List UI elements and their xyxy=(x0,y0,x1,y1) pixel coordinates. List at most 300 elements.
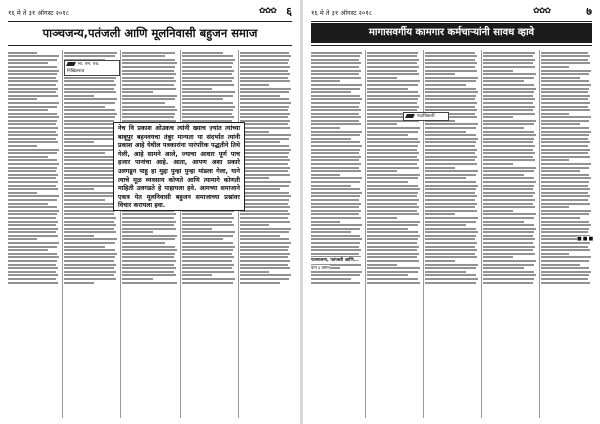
text-line xyxy=(240,66,290,68)
text-line xyxy=(541,174,589,176)
text-line xyxy=(541,242,590,244)
masthead-logo-icon: ✿✿✿ xyxy=(258,6,276,15)
text-line xyxy=(541,159,569,161)
text-line xyxy=(240,203,288,205)
text-line xyxy=(240,242,291,244)
text-line xyxy=(311,80,340,82)
text-line xyxy=(122,278,153,280)
text-line xyxy=(425,195,477,197)
text-line xyxy=(8,188,58,190)
text-line xyxy=(240,116,288,118)
text-line xyxy=(64,131,116,133)
text-line xyxy=(541,221,589,223)
text-line xyxy=(367,199,419,201)
text-line xyxy=(311,62,361,64)
text-line xyxy=(64,195,115,197)
text-line xyxy=(64,238,117,240)
text-line xyxy=(122,77,174,79)
text-line xyxy=(182,106,235,108)
text-line xyxy=(483,84,534,86)
text-line xyxy=(367,206,419,208)
text-line xyxy=(311,199,359,201)
text-line xyxy=(425,274,476,276)
text-line xyxy=(8,192,37,194)
text-line xyxy=(8,73,57,75)
text-line xyxy=(483,253,535,255)
text-line xyxy=(8,210,59,212)
text-line xyxy=(182,228,212,230)
text-line xyxy=(311,106,359,108)
right-column-1 xyxy=(311,50,363,418)
text-line xyxy=(311,123,361,125)
text-line xyxy=(367,59,419,61)
text-line xyxy=(240,221,290,223)
text-line xyxy=(483,231,534,233)
text-line xyxy=(182,278,235,280)
text-line xyxy=(64,282,94,284)
text-line xyxy=(425,73,455,75)
text-line xyxy=(541,167,589,169)
text-line xyxy=(64,77,116,79)
text-line xyxy=(541,271,591,273)
text-line xyxy=(182,62,233,64)
column-divider xyxy=(120,50,121,418)
text-line xyxy=(240,210,288,212)
text-line xyxy=(541,170,580,172)
text-line xyxy=(367,109,417,111)
text-line xyxy=(240,267,290,269)
left-headline: पाञ्चजन्य,पतंजली आणि मूलनिवासी बहुजन समाज xyxy=(42,26,258,40)
text-line xyxy=(425,238,475,240)
text-line xyxy=(182,260,232,262)
text-line xyxy=(541,253,569,255)
text-line xyxy=(311,127,340,129)
text-line xyxy=(64,163,115,165)
text-line xyxy=(182,271,234,273)
text-line xyxy=(367,134,408,136)
text-line xyxy=(541,134,589,136)
text-line xyxy=(425,134,476,136)
text-line xyxy=(367,278,418,280)
text-line xyxy=(240,106,289,108)
text-line xyxy=(182,231,235,233)
text-line xyxy=(311,120,359,122)
text-line xyxy=(425,235,476,237)
text-line xyxy=(122,106,175,108)
text-line xyxy=(541,282,590,284)
text-line xyxy=(425,271,466,273)
text-line xyxy=(8,242,59,244)
left-column-1 xyxy=(8,50,60,418)
text-line xyxy=(483,73,536,75)
text-line xyxy=(425,267,476,269)
text-line xyxy=(311,159,359,161)
text-line xyxy=(240,217,288,219)
text-line xyxy=(425,221,476,223)
text-line xyxy=(541,213,589,215)
text-line xyxy=(483,282,533,284)
text-line xyxy=(483,181,536,183)
text-line xyxy=(541,88,589,90)
text-line xyxy=(425,84,466,86)
left-byline-text: मा. एम. एच. निखिलराव xyxy=(67,62,100,74)
text-line xyxy=(311,274,360,276)
text-line xyxy=(311,109,361,111)
column-divider xyxy=(365,50,366,418)
text-line xyxy=(483,95,533,97)
text-line xyxy=(8,91,56,93)
text-line xyxy=(367,98,418,100)
text-line xyxy=(425,224,466,226)
text-line xyxy=(8,52,37,54)
text-line xyxy=(311,213,359,215)
text-line xyxy=(425,188,476,190)
text-line xyxy=(64,242,115,244)
text-line xyxy=(8,134,58,136)
text-line xyxy=(240,70,288,72)
text-line xyxy=(240,138,289,140)
text-line xyxy=(8,185,56,187)
text-line xyxy=(122,253,175,255)
text-line xyxy=(541,206,569,208)
text-line xyxy=(240,181,291,183)
text-line xyxy=(64,256,115,258)
text-line xyxy=(240,246,289,248)
text-line xyxy=(311,163,361,165)
text-line xyxy=(367,188,420,190)
text-line xyxy=(64,224,116,226)
text-line xyxy=(122,224,174,226)
text-line xyxy=(8,246,57,248)
text-line xyxy=(311,59,359,61)
text-line xyxy=(311,170,361,172)
left-column-3 xyxy=(122,50,178,418)
text-line xyxy=(8,131,56,133)
text-line xyxy=(122,70,174,72)
text-line xyxy=(425,127,476,129)
text-line xyxy=(64,253,117,255)
text-line xyxy=(240,224,269,226)
text-line xyxy=(240,73,290,75)
text-line xyxy=(541,264,580,266)
text-line xyxy=(240,134,291,136)
text-line xyxy=(541,62,590,64)
text-line xyxy=(367,156,417,158)
text-line xyxy=(541,109,590,111)
text-line xyxy=(541,181,589,183)
text-line xyxy=(483,109,533,111)
text-line xyxy=(311,102,360,104)
text-line xyxy=(483,210,513,212)
text-line xyxy=(541,163,591,165)
text-line xyxy=(311,145,362,147)
text-line xyxy=(311,84,362,86)
text-line xyxy=(311,203,361,205)
text-line xyxy=(8,238,37,240)
column-divider xyxy=(481,50,482,418)
text-line xyxy=(122,213,176,215)
text-line xyxy=(64,145,117,147)
text-line xyxy=(182,217,234,219)
text-line xyxy=(367,210,417,212)
text-line xyxy=(425,278,478,280)
text-line xyxy=(483,59,535,61)
text-line xyxy=(240,206,290,208)
text-line xyxy=(64,177,116,179)
text-line xyxy=(425,156,477,158)
text-line xyxy=(367,145,418,147)
text-line xyxy=(240,231,289,233)
text-line xyxy=(311,156,361,158)
text-line xyxy=(122,55,165,57)
text-line xyxy=(64,91,116,93)
text-line xyxy=(64,246,105,248)
text-line xyxy=(240,199,289,201)
text-line xyxy=(483,55,533,57)
text-line xyxy=(122,271,174,273)
text-line xyxy=(367,163,417,165)
text-line xyxy=(8,267,58,269)
column-divider xyxy=(539,50,540,418)
text-line xyxy=(367,224,418,226)
text-line xyxy=(182,70,234,72)
text-line xyxy=(8,235,58,237)
text-line xyxy=(64,159,117,161)
text-line xyxy=(425,70,477,72)
text-line xyxy=(311,228,360,230)
text-line xyxy=(8,167,57,169)
text-line xyxy=(311,188,360,190)
text-line xyxy=(483,131,534,133)
text-line xyxy=(8,127,58,129)
text-line xyxy=(122,238,175,240)
text-line xyxy=(122,91,153,93)
text-line xyxy=(541,80,589,82)
text-line xyxy=(64,80,114,82)
text-line xyxy=(425,210,477,212)
right-page-number: ७ xyxy=(586,5,592,18)
text-line xyxy=(311,192,362,194)
right-running-header xyxy=(311,6,592,20)
text-line xyxy=(64,231,116,233)
text-line xyxy=(367,123,397,125)
text-line xyxy=(311,253,359,255)
text-line xyxy=(8,260,57,262)
left-running-header xyxy=(8,6,292,20)
text-line xyxy=(311,167,359,169)
text-line xyxy=(367,192,418,194)
text-line xyxy=(64,123,116,125)
text-line xyxy=(483,249,533,251)
text-line xyxy=(483,106,535,108)
text-line xyxy=(425,282,476,284)
text-line xyxy=(64,152,105,154)
text-line xyxy=(425,109,477,111)
text-line xyxy=(8,152,57,154)
text-line xyxy=(240,249,288,251)
text-line xyxy=(8,217,56,219)
text-line xyxy=(122,228,176,230)
continued-subhead: पाञ्चजन्य, पतंजली आणि... xyxy=(311,258,359,263)
text-line xyxy=(483,221,524,223)
text-line xyxy=(182,235,233,237)
left-byline-box xyxy=(64,60,120,76)
text-line xyxy=(8,213,57,215)
text-line xyxy=(311,116,361,118)
text-line xyxy=(8,282,58,284)
text-line xyxy=(483,91,534,93)
text-line xyxy=(311,70,361,72)
text-line xyxy=(240,274,291,276)
text-line xyxy=(367,271,418,273)
text-line xyxy=(311,138,351,140)
text-line xyxy=(541,66,569,68)
text-line xyxy=(8,120,57,122)
text-line xyxy=(311,210,361,212)
text-line xyxy=(311,231,351,233)
text-line xyxy=(8,249,48,251)
text-line xyxy=(425,102,477,104)
text-line xyxy=(367,80,420,82)
text-line xyxy=(483,217,534,219)
text-line xyxy=(425,152,475,154)
text-line xyxy=(8,62,48,64)
text-line xyxy=(182,77,234,79)
text-line xyxy=(64,274,114,276)
text-line xyxy=(541,256,591,258)
text-line xyxy=(64,271,116,273)
left-header-rule xyxy=(8,21,292,22)
text-line xyxy=(367,260,419,262)
text-line xyxy=(240,278,289,280)
text-line xyxy=(425,177,466,179)
right-headline: मागासवर्गीय कामगार कर्मचाऱ्यांनी सावध व्हावे xyxy=(311,23,592,43)
text-line xyxy=(425,77,478,79)
text-line xyxy=(182,52,223,54)
text-line xyxy=(8,170,56,172)
text-line xyxy=(541,203,590,205)
text-line xyxy=(182,256,234,258)
text-line xyxy=(483,256,513,258)
text-line xyxy=(425,95,476,97)
text-line xyxy=(367,181,408,183)
text-line xyxy=(122,62,177,64)
text-line xyxy=(425,170,478,172)
text-line xyxy=(367,177,418,179)
text-line xyxy=(483,274,536,276)
text-line xyxy=(367,246,419,248)
text-line xyxy=(541,131,591,133)
text-line xyxy=(64,167,114,169)
text-line xyxy=(8,221,58,223)
text-line xyxy=(8,70,59,72)
text-line xyxy=(367,167,419,169)
text-line xyxy=(311,113,359,115)
text-line xyxy=(64,149,115,151)
text-line xyxy=(483,206,535,208)
text-line xyxy=(240,80,290,82)
text-line xyxy=(425,145,475,147)
text-line xyxy=(425,131,466,133)
text-line xyxy=(483,80,524,82)
text-line xyxy=(541,260,589,262)
text-line xyxy=(541,120,589,122)
text-line xyxy=(122,102,165,104)
text-line xyxy=(122,282,177,284)
text-line xyxy=(64,260,114,262)
text-line xyxy=(425,167,455,169)
text-line xyxy=(240,238,289,240)
text-line xyxy=(8,116,59,118)
text-line xyxy=(311,238,362,240)
text-line xyxy=(240,77,288,79)
text-line xyxy=(240,282,280,284)
text-line xyxy=(311,95,360,97)
column-divider xyxy=(62,50,63,418)
text-line xyxy=(240,95,280,97)
text-line xyxy=(311,181,360,183)
text-line xyxy=(541,195,590,197)
text-line xyxy=(240,156,288,158)
text-line xyxy=(122,260,176,262)
text-line xyxy=(541,152,588,154)
left-column-2 xyxy=(64,50,118,418)
text-line xyxy=(64,116,115,118)
text-line xyxy=(541,156,590,158)
text-line xyxy=(541,224,591,226)
text-line xyxy=(64,264,116,266)
text-line xyxy=(425,62,477,64)
text-line xyxy=(182,213,232,215)
text-line xyxy=(541,106,588,108)
text-line xyxy=(122,109,177,111)
text-line xyxy=(311,134,360,136)
text-line xyxy=(483,195,533,197)
text-line xyxy=(8,228,58,230)
text-line xyxy=(367,52,418,54)
text-line xyxy=(311,52,362,54)
text-line xyxy=(64,95,94,97)
text-line xyxy=(367,62,417,64)
text-line xyxy=(483,152,535,154)
text-line xyxy=(8,84,56,86)
masthead-logo-icon: ✿✿✿ xyxy=(533,6,551,15)
text-line xyxy=(541,188,590,190)
text-line xyxy=(311,185,351,187)
text-line xyxy=(425,199,475,201)
text-line xyxy=(64,109,115,111)
text-line xyxy=(541,116,591,118)
text-line xyxy=(367,228,408,230)
text-line xyxy=(182,242,233,244)
text-line xyxy=(367,91,418,93)
text-line xyxy=(8,156,48,158)
text-line xyxy=(64,221,114,223)
text-line xyxy=(367,149,417,151)
text-line xyxy=(122,95,177,97)
text-line xyxy=(541,217,580,219)
text-line xyxy=(425,66,475,68)
text-line xyxy=(425,106,475,108)
text-line xyxy=(311,131,362,133)
text-line xyxy=(182,274,212,276)
text-line xyxy=(541,138,588,140)
text-line xyxy=(483,170,534,172)
text-line xyxy=(483,228,536,230)
text-line xyxy=(122,116,174,118)
text-line xyxy=(240,167,290,169)
text-line xyxy=(425,55,477,57)
